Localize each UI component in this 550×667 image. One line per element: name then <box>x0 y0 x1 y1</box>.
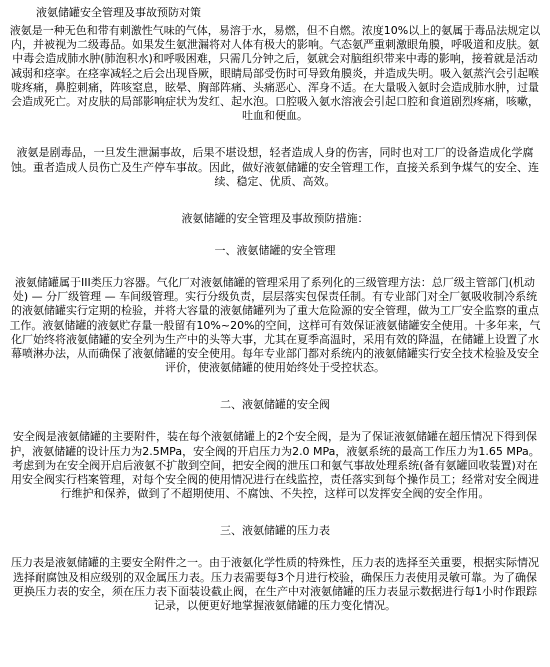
spacer <box>8 226 542 244</box>
section-2-body: 安全阀是液氨储罐的主要附件，装在每个液氨储罐上的2个安全阀，是为了保证液氨储罐在超压情况下得到保护，液氨储罐的设计压力为2.5MPa，安全阀的开启压力为2.0 MPa，液氨系统的最高工作压力为1.65 MPa。考虑到为在安全阀开启后液氨不扩散到空间，把安全阀的泄压口和氨气事故处理系统(备有氨罐回收装置)对在用安全阀实行档案管理，对每个安全阀的使用情况进行在线监控，责任落实到每个操作员工；经常对安全阀进行维护和保养，做到了不超期使用、不腐蚀、不失控，这样可以发挥安全阀的安全作用。 <box>10 430 540 501</box>
measures-heading: 液氨储罐的安全管理及事故预防措施： <box>181 212 369 226</box>
section-1-body: 液氨储罐属于III类压力容器。气化厂对液氨储罐的管理采用了系列化的三级管理方法：总厂级主管部门(机动处) — 分厂级管理 — 车间级管理。实行分级负责，层层落实包保责任制。有专业部门对全厂氨吸收制冷系统的液氨储罐实行定期的检验，并将大容量的液氨储罐列为了重大危险源的安全管理，做为工厂安全监察的重点工作。液氨储罐的液氨贮存量一般留有10%~20%的空间，这样可有效保证液氨储罐安全使用。十多年来，气化厂始终将液氨储罐的安全列为生产中的头等大事，尤其在夏季高温时，采用有效的降温，在储罐上设置了水幕喷淋办法，从而确保了液氨储罐的安全使用。每年专业部门都对系统内的液氨储罐实行安全技术检验及安全评价，使液氨储罐的使用始终处于受控状态。 <box>9 276 541 375</box>
spacer <box>8 501 542 524</box>
section-1-heading: 一、液氨储罐的安全管理 <box>214 244 336 258</box>
spacer <box>8 412 542 430</box>
spacer <box>8 189 542 212</box>
section-3-body: 压力表是液氨储罐的主要安全附件之一。由于液氨化学性质的特殊性，压力表的选择至关重要，根据实际情况选择耐腐蚀及相应级别的双金属压力表。压力表需要每3个月进行校验，确保压力表使用灵敏可靠。为了确保更换压力表的安全，须在压力表下面装设截止阀，在生产中对液氨储罐的压力表显示数据进行每1小时作跟踪记录，以便更好地掌握液氨储罐的压力变化情况。 <box>11 556 539 613</box>
section-3-heading: 三、液氨储罐的压力表 <box>220 524 330 538</box>
spacer <box>8 258 542 276</box>
section-2-heading: 二、液氨储罐的安全阀 <box>220 398 330 412</box>
intro-paragraph-1: 液氨是一种无色和带有刺激性气味的气体，易溶于水，易燃，但不自燃。浓度10%以上的氨属于毒品法规定以内，并被视为二级毒品。如果发生氨泄漏将对人体有极大的影响。气态氨严重刺激眼角膜，呼吸道和皮肤。氨中毒会造成肺水肿(肺泡积水)和呼吸困难，只需几分钟之后，氨就会对脑组织带来中毒的影响，接着就是活动减弱和痉挛。在痉挛减轻之后会出现昏厥，眼睛局部受伤时可导致角膜炎，并造成失明。吸入氨蒸汽会引起喉咙疼痛，鼻腔刺痛，阵咳窒息，眩晕、胸部阵痛、头痛恶心、浑身不适。在大量吸入氨时会造成肺水肿，过量会造成死亡。对皮肤的局部影响症状为发红、起水泡。口腔吸入氨水溶液会引起口腔和食道剧烈疼痛，咳嗽，吐血和便血。 <box>9 24 541 123</box>
document-title: 液氨储罐安全管理及事故预防对策 <box>36 6 201 19</box>
spacer <box>8 538 542 556</box>
intro-paragraph-2: 液氨是剧毒品，一旦发生泄漏事故，后果不堪设想，轻者造成人身的伤害，同时也对工厂的设备造成化学腐蚀。重者造成人员伤亡及生产停车事故。因此，做好液氨储罐的安全管理工作，直接关系到争煤气的安全、连续、稳定、优质、高效。 <box>11 146 539 188</box>
spacer <box>8 375 542 398</box>
spacer <box>8 123 542 146</box>
